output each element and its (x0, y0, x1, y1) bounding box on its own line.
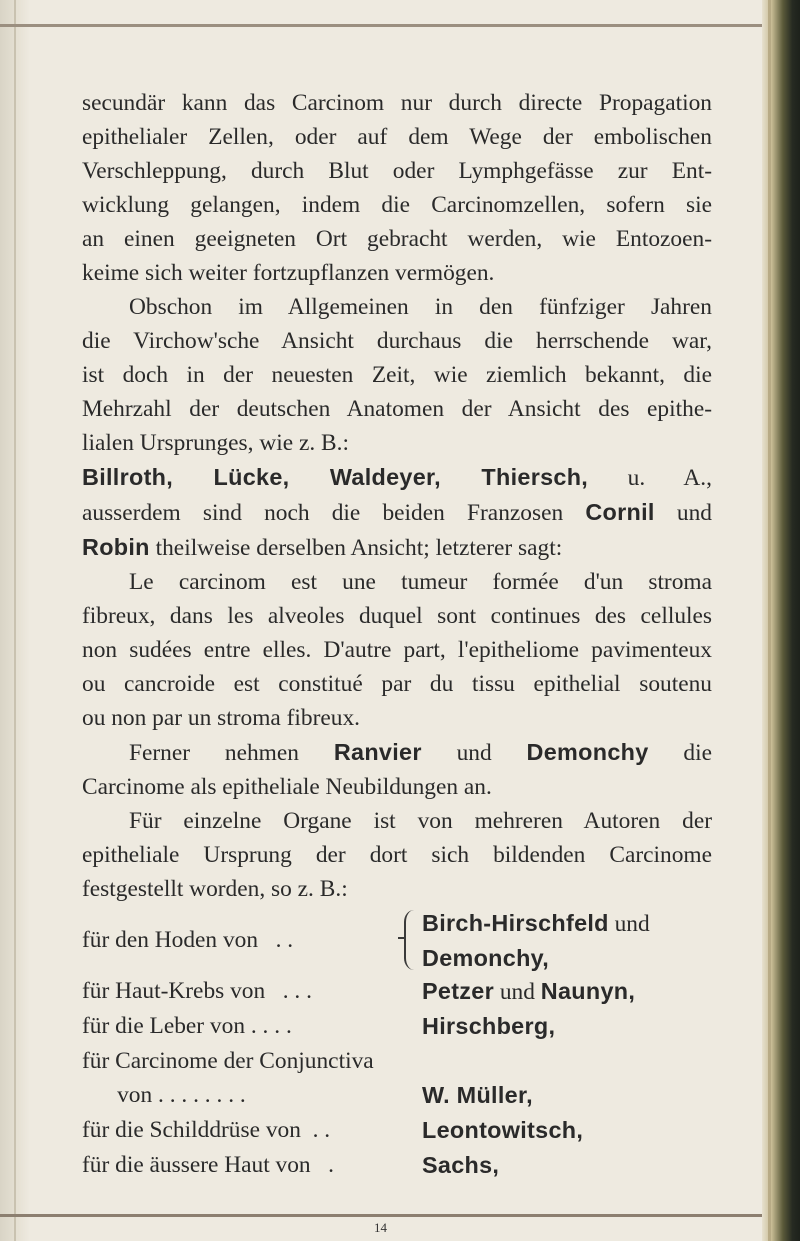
author-name-ranvier: Ranvier (333, 739, 422, 765)
quote-line: fibreux, dans les alveoles duquel sont continues des cellules (82, 603, 712, 629)
curly-brace (404, 910, 416, 970)
text-line: Carcinome als epitheliale Neubildungen an. (82, 774, 492, 800)
paragraph-4 (82, 804, 712, 906)
text-line: die Virchow'sche Ansicht durchaus die herrschende war, (82, 328, 712, 354)
scan-bottom-edge (0, 1214, 780, 1217)
author-name: Birch-Hirschfeld (422, 910, 609, 936)
page-body (82, 86, 712, 1183)
list-item-authors (422, 1148, 712, 1183)
organ-author-list (82, 906, 712, 1183)
list-item-organ: von . . . . . . . . (82, 1082, 246, 1108)
list-item-authors (422, 974, 712, 1009)
list-item-authors (422, 906, 712, 976)
text-fragment: und (676, 500, 712, 526)
list-item (82, 1148, 712, 1183)
list-item (82, 906, 712, 974)
author-name: Demonchy, (422, 945, 550, 971)
author-name-cornil: Cornil (585, 499, 655, 525)
list-item-authors (422, 1009, 712, 1044)
list-item-organ: für Haut-Krebs von . . . (82, 978, 312, 1004)
text-fragment: Ferner nehmen (129, 740, 299, 766)
list-item (82, 1078, 712, 1113)
list-item (82, 1044, 712, 1078)
list-item (82, 1113, 712, 1148)
text-line (82, 735, 712, 770)
list-item-organ: für die äussere Haut von . (82, 1152, 335, 1178)
book-binding-edge (762, 0, 800, 1241)
author-name: Hirschberg, (422, 1013, 556, 1039)
text-line: ist doch in der neuesten Zeit, wie ziemlich bekannt, die (82, 362, 712, 388)
text-line: wicklung gelangen, indem die Carcinomzellen, sofern sie (82, 192, 712, 218)
text-fragment: und (456, 740, 492, 766)
quote-line: non sudées entre elles. D'autre part, l'epitheliome pavimenteux (82, 637, 712, 663)
text-fragment: u. A., (588, 465, 712, 491)
author-name: W. Müller, (422, 1082, 533, 1108)
text-line: festgestellt worden, so z. B.: (82, 876, 348, 902)
author-name: Sachs, (422, 1152, 500, 1178)
author-name-demonchy: Demonchy (526, 739, 649, 765)
text-line: epitheliale Ursprung der dort sich bildenden Carcinome (82, 842, 712, 868)
text-line (82, 495, 712, 530)
quote-line: ou non par un stroma fibreux. (82, 705, 361, 731)
list-item (82, 1009, 712, 1044)
list-item-organ: für die Leber von . . . . (82, 1013, 292, 1039)
text-fragment: ausserdem sind noch die beiden Franzosen (82, 500, 564, 526)
list-item-authors (422, 1078, 712, 1113)
paragraph-3 (82, 735, 712, 804)
text-line: lialen Ursprunges, wie z. B.: (82, 430, 349, 456)
text-line: secundär kann das Carcinom nur durch directe Propagation (82, 90, 712, 116)
text-line: keime sich weiter fortzupflanzen vermögen. (82, 260, 495, 286)
text-line (82, 530, 712, 565)
page-number: 14 (374, 1220, 387, 1235)
list-item-authors (422, 1113, 712, 1148)
paragraph-1 (82, 86, 712, 290)
text-line: Für einzelne Organe ist von mehreren Autoren der (129, 808, 712, 834)
list-item-organ: für die Schilddrüse von . . (82, 1117, 331, 1143)
scan-gutter-left (0, 0, 30, 1241)
text-line: epithelialer Zellen, oder auf dem Wege der embolischen (82, 124, 712, 150)
author-name-robin: Robin (82, 534, 150, 560)
text-line: an einen geeigneten Ort gebracht werden, wie Entozoen- (82, 226, 712, 252)
french-quote (82, 565, 712, 735)
text-fragment: theilweise derselben Ansicht; letzterer sagt: (149, 535, 563, 561)
author-names-line (82, 460, 712, 495)
text-line: Mehrzahl der deutschen Anatomen der Ansicht des epithe- (82, 396, 712, 422)
list-item-organ: für Carcinome der Conjunctiva (82, 1048, 374, 1074)
paragraph-2 (82, 290, 712, 565)
list-item (82, 974, 712, 1009)
quote-line: ou cancroide est constitué par du tissu epithelial soutenu (82, 671, 712, 697)
author-name: Petzer (422, 978, 495, 1004)
scan-top-edge (0, 24, 770, 27)
text-line: Verschleppung, durch Blut oder Lymphgefässe zur Ent- (82, 158, 712, 184)
list-item-organ: für den Hoden von . . (82, 927, 294, 953)
text-line: Obschon im Allgemeinen in den fünfziger Jahren (129, 294, 712, 320)
text-fragment: die (683, 740, 712, 766)
text-fragment: und (608, 911, 650, 937)
author-names: Billroth, Lücke, Waldeyer, Thiersch, (82, 464, 589, 490)
quote-line: Le carcinom est une tumeur formée d'un stroma (129, 569, 712, 595)
text-fragment: und (494, 979, 541, 1005)
author-name: Naunyn, (540, 978, 636, 1004)
author-name: Leontowitsch, (422, 1117, 584, 1143)
